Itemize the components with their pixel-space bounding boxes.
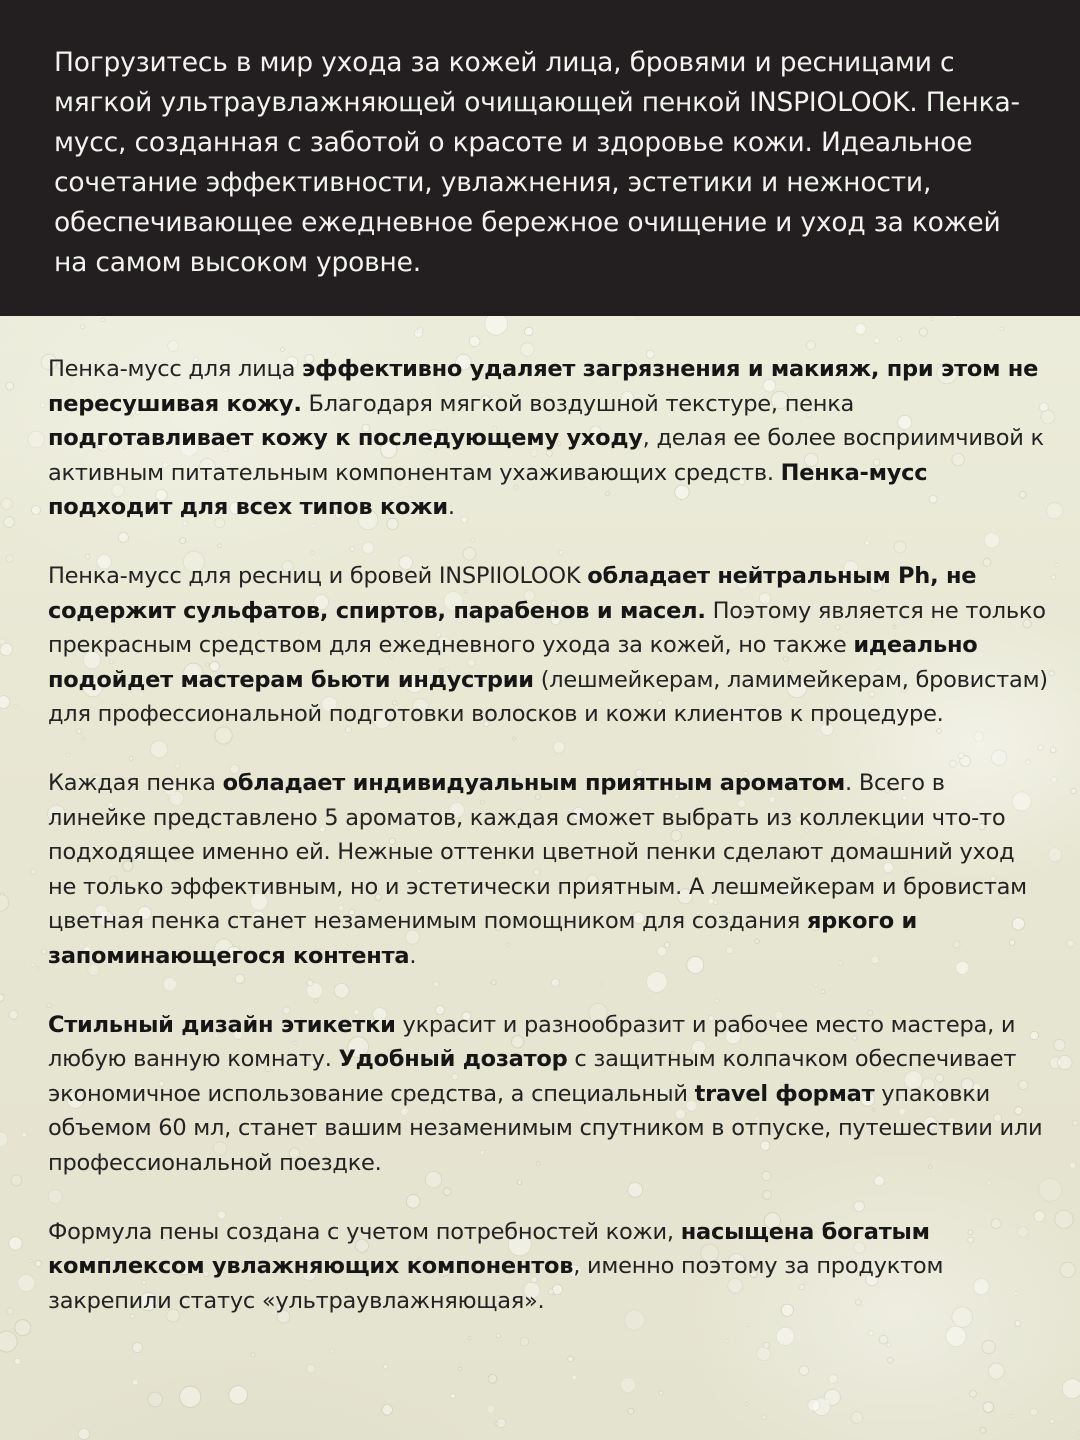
description-text bbox=[48, 352, 1048, 1353]
intro-banner bbox=[0, 0, 1080, 316]
body-text: , делая ее более восприимчивой к активным питательным компонентам ухаживающих средств. bbox=[48, 425, 1044, 486]
emphasized-text: Удобный дозатор bbox=[338, 1046, 568, 1072]
emphasized-text: Пенка-мусс подходит для всех типов кожи bbox=[48, 459, 928, 520]
description-section bbox=[0, 316, 1080, 1440]
emphasized-text: подготавливает кожу к последующему уходу bbox=[48, 425, 643, 451]
body-text: . bbox=[447, 494, 455, 520]
body-text: упаковки объемом 60 мл, станет вашим незаменимым спутником в отпуске, путешествии или профессиональной поездке. bbox=[48, 1080, 1043, 1176]
body-text: Каждая пенка bbox=[48, 770, 223, 796]
paragraph-design bbox=[48, 1008, 1048, 1181]
body-text: . bbox=[409, 942, 417, 969]
intro-text: Погрузитесь в мир ухода за кожей лица, бровями и ресницами с мягкой ультраувлажняющей очищающей пенкой INSPIOLOOK. Пенка-мусс, созданная с заботой о красоте и здоровье кожи. Идеальное сочетание эффективности, увлажнения, эстетики и нежности, обеспечивающее ежедневное бережное очищение и уход за кожей на самом высоком уровне. bbox=[54, 47, 1020, 278]
body-text: Пенка-мусс для лица bbox=[48, 356, 303, 382]
body-text: Поэтому является не только прекрасным средством для ежедневного ухода за кожей, но также bbox=[48, 597, 1046, 658]
emphasized-text: идеально подойдет мастерам бьюти индустрии bbox=[48, 632, 978, 693]
body-text: Пенка-мусс для ресниц и бровей INSPIIOLOOK bbox=[48, 563, 588, 589]
paragraph-aroma bbox=[48, 766, 1048, 973]
emphasized-text: travel формат bbox=[694, 1080, 875, 1107]
body-text: , именно поэтому за продуктом закрепили статус «ультраувлажняющая». bbox=[48, 1253, 944, 1314]
paragraph-formula bbox=[48, 1215, 1048, 1319]
emphasized-text: Стильный дизайн этикетки bbox=[48, 1011, 396, 1038]
paragraph-neutral-ph bbox=[48, 559, 1048, 732]
emphasized-text: эффективно удаляет загрязнения и макияж, при этом не пересушивая кожу. bbox=[48, 356, 1039, 417]
body-text: украсит и разнообразит и рабочее место мастера, и любую ванную комнату. bbox=[48, 1011, 1016, 1072]
body-text: . Всего в линейке представлено 5 ароматов, каждая сможет выбрать из коллекции что-то подходящее именно ей. Нежные оттенки цветной пенки сделают домашний уход не только эффективным, но и эстетически приятным. А лешмейкерам и бровистам цветная пенка станет незаменимым помощником для создания bbox=[48, 770, 1027, 934]
emphasized-text: обладает нейтральным Ph, не содержит сульфатов, спиртов, парабенов и масел. bbox=[48, 563, 977, 624]
body-text: Благодаря мягкой воздушной текстуре, пенка bbox=[301, 390, 855, 417]
body-text: Формула пены создана с учетом потребностей кожи, bbox=[48, 1218, 681, 1245]
body-text: с защитным колпачком обеспечивает экономичное использование средства, а специальный bbox=[48, 1046, 1017, 1107]
paragraph-cleansing bbox=[48, 352, 1048, 525]
emphasized-text: яркого и запоминающегося контента bbox=[48, 908, 918, 969]
emphasized-text: обладает индивидуальным приятным ароматом bbox=[222, 770, 846, 796]
emphasized-text: насыщена богатым комплексом увлажняющих компонентов bbox=[48, 1218, 930, 1279]
body-text: (лешмейкерам, ламимейкерам, бровистам) для профессиональной подготовки волосков и кожи клиентов к процедуре. bbox=[48, 666, 1048, 727]
